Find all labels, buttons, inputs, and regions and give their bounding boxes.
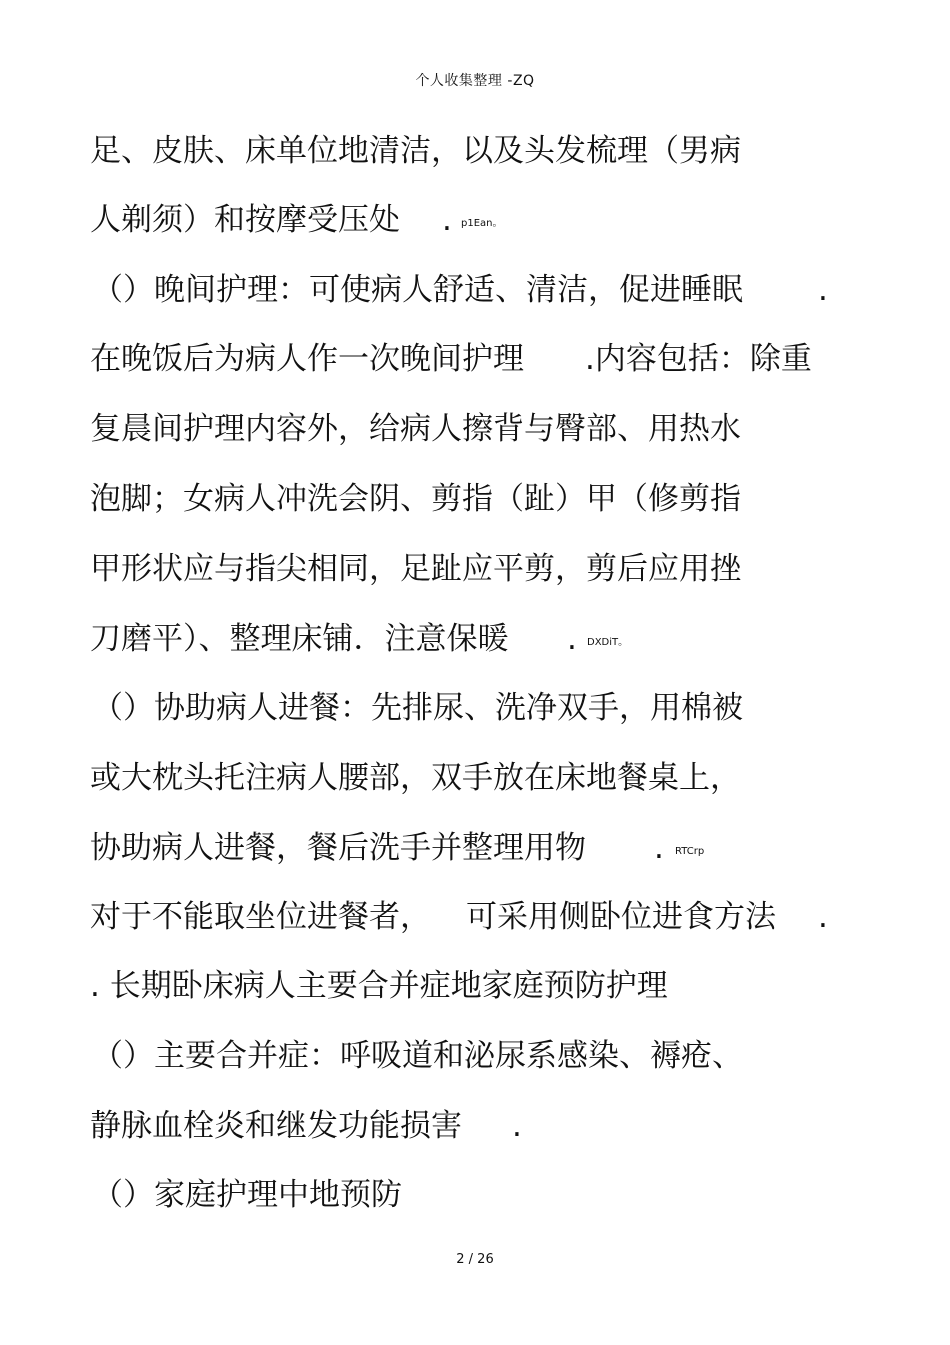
- sentence-period: .: [818, 272, 828, 308]
- text-line: [0, 405, 950, 453]
- text-line: [0, 893, 950, 941]
- text-line: [0, 475, 950, 523]
- sentence-period: .: [512, 1108, 522, 1144]
- text-segment: （）家庭护理中地预防: [92, 1177, 402, 1213]
- page-number: 2 / 26: [456, 1252, 494, 1267]
- text-segment: 复晨间护理内容外，给病人擦背与臀部、用热水: [90, 411, 741, 447]
- text-segment: .内容包括：除重: [585, 341, 812, 377]
- text-line: [0, 1171, 950, 1219]
- page-header: 个人收集整理 -ZQ: [415, 73, 535, 89]
- text-segment: 协助病人进餐，餐后洗手并整理用物: [90, 830, 586, 866]
- text-segment: 或大枕头托注病人腰部，双手放在床地餐桌上，: [90, 760, 741, 796]
- text-line: [0, 127, 950, 175]
- sentence-period: .: [442, 202, 452, 238]
- text-segment: （）主要合并症：呼吸道和泌尿系感染、褥疮、: [92, 1038, 743, 1074]
- text-segment: 刀磨平）、整理床铺．注意保暖: [90, 621, 509, 657]
- text-segment: （）晚间护理：可使病人舒适、清洁，促进睡眠: [92, 272, 743, 308]
- margin-note: RTCrp: [675, 846, 705, 857]
- margin-note: p1Ean。: [461, 218, 503, 229]
- text-segment: 对于不能取坐位进餐者，: [90, 899, 431, 935]
- text-line: [0, 1102, 950, 1150]
- text-line: [0, 824, 950, 872]
- sentence-period: .: [567, 621, 577, 657]
- text-line: [0, 266, 950, 314]
- margin-note: DXDiT。: [587, 637, 629, 648]
- section-heading: . 长期卧床病人主要合并症地家庭预防护理: [90, 968, 668, 1004]
- sentence-period: .: [654, 830, 664, 866]
- sentence-period: .: [818, 899, 828, 935]
- text-line: [0, 1032, 950, 1080]
- text-line: [0, 335, 950, 383]
- text-segment: 甲形状应与指尖相同，足趾应平剪，剪后应用挫: [90, 551, 741, 587]
- text-line: [0, 196, 950, 244]
- text-segment: 人剃须）和按摩受压处: [90, 202, 400, 238]
- text-line: [0, 545, 950, 593]
- text-segment: 在晚饭后为病人作一次晚间护理: [90, 341, 524, 377]
- text-segment: 静脉血栓炎和继发功能损害: [90, 1108, 462, 1144]
- text-segment: 泡脚；女病人冲洗会阴、剪指（趾）甲（修剪指: [90, 481, 741, 517]
- text-line: [0, 684, 950, 732]
- text-line: [0, 754, 950, 802]
- text-segment: （）协助病人进餐：先排尿、洗净双手，用棉被: [92, 690, 743, 726]
- text-segment: 足、皮肤、床单位地清洁，以及头发梳理（男病: [90, 133, 741, 169]
- text-line: [0, 615, 950, 663]
- text-line: [0, 962, 950, 1010]
- text-segment: 可采用侧卧位进食方法: [466, 899, 776, 935]
